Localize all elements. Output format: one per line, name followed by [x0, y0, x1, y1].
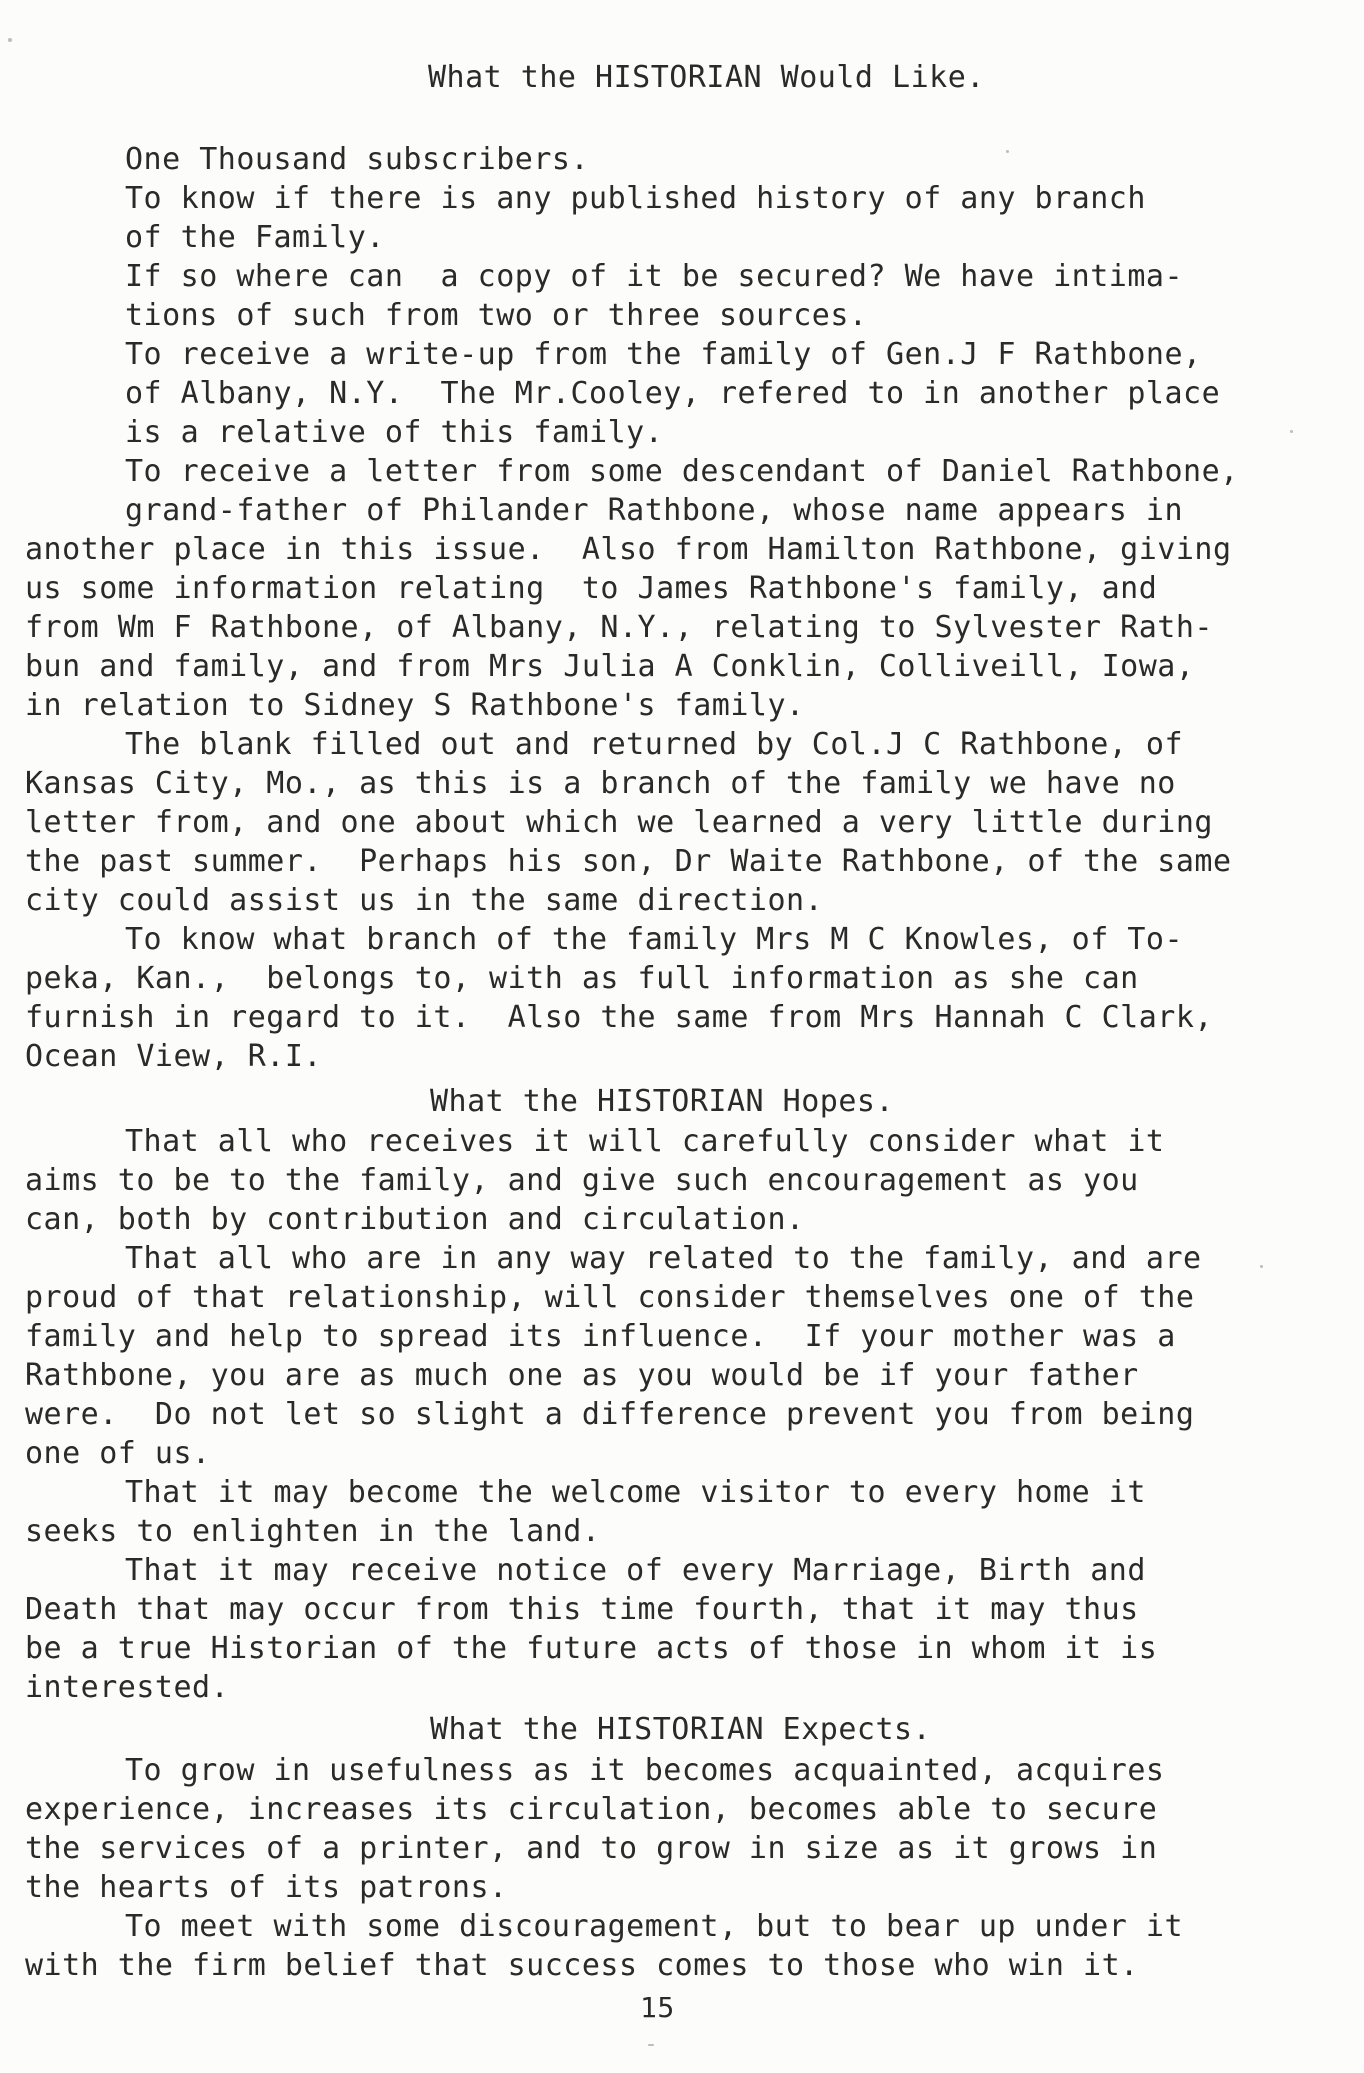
text-line: another place in this issue. Also from Hamilton Rathbone, giving	[25, 532, 1232, 567]
paper-speck	[1260, 1265, 1263, 1268]
text-line: family and help to spread its influence. If your mother was a	[25, 1319, 1176, 1354]
text-line: were. Do not let so slight a difference prevent you from being	[25, 1397, 1195, 1432]
text-line: with the firm belief that success comes to those who win it.	[25, 1948, 1139, 1983]
text-line: To know if there is any published history of any branch	[125, 181, 1146, 216]
text-line: seeks to enlighten in the land.	[25, 1514, 601, 1549]
text-line: the services of a printer, and to grow in size as it grows in	[25, 1831, 1158, 1866]
text-line: Rathbone, you are as much one as you would be if your father	[25, 1358, 1139, 1393]
text-line: To receive a write-up from the family of Gen.J F Rathbone,	[125, 337, 1202, 372]
heading-expects: What the HISTORIAN Expects.	[430, 1712, 932, 1747]
text-line: letter from, and one about which we learned a very little during	[25, 805, 1213, 840]
text-line: proud of that relationship, will consider themselves one of the	[25, 1280, 1195, 1315]
text-line: from Wm F Rathbone, of Albany, N.Y., relating to Sylvester Rath-	[25, 610, 1213, 645]
text-line: aims to be to the family, and give such encouragement as you	[25, 1163, 1139, 1198]
text-line: in relation to Sidney S Rathbone's family.	[25, 688, 805, 723]
paper-speck	[648, 2044, 654, 2046]
text-line: of the Family.	[125, 220, 385, 255]
text-line: Ocean View, R.I.	[25, 1039, 322, 1074]
text-line: The blank filled out and returned by Col.J C Rathbone, of	[125, 727, 1184, 762]
text-line: That all who receives it will carefully consider what it	[125, 1124, 1165, 1159]
text-line: Kansas City, Mo., as this is a branch of the family we have no	[25, 766, 1176, 801]
text-line: the past summer. Perhaps his son, Dr Waite Rathbone, of the same	[25, 844, 1232, 879]
text-line: interested.	[25, 1670, 230, 1705]
text-line: of Albany, N.Y. The Mr.Cooley, refered to in another place	[125, 376, 1221, 411]
text-line: To receive a letter from some descendant of Daniel Rathbone,	[125, 454, 1239, 489]
text-line: That all who are in any way related to the family, and are	[125, 1241, 1202, 1276]
text-line: city could assist us in the same direction.	[25, 883, 824, 918]
text-line: experience, increases its circulation, becomes able to secure	[25, 1792, 1158, 1827]
text-line: To know what branch of the family Mrs M C Knowles, of To-	[125, 922, 1184, 957]
heading-hopes: What the HISTORIAN Hopes.	[430, 1084, 895, 1119]
text-line: grand-father of Philander Rathbone, whose name appears in	[125, 493, 1184, 528]
text-line: To grow in usefulness as it becomes acquainted, acquires	[125, 1753, 1165, 1788]
text-line: Death that may occur from this time fourth, that it may thus	[25, 1592, 1139, 1627]
text-line: To meet with some discouragement, but to bear up under it	[125, 1909, 1184, 1944]
text-line: That it may receive notice of every Marriage, Birth and	[125, 1553, 1146, 1588]
paper-speck	[1006, 150, 1009, 153]
text-line: bun and family, and from Mrs Julia A Conklin, Colliveill, Iowa,	[25, 649, 1195, 684]
text-line: be a true Historian of the future acts of those in whom it is	[25, 1631, 1158, 1666]
text-line: the hearts of its patrons.	[25, 1870, 508, 1905]
page-number: 15	[640, 1991, 675, 2024]
text-line: us some information relating to James Rathbone's family, and	[25, 571, 1158, 606]
text-line: That it may become the welcome visitor to every home it	[125, 1475, 1146, 1510]
text-line: If so where can a copy of it be secured? We have intima-	[125, 259, 1184, 294]
paper-speck	[1290, 430, 1293, 433]
text-line: furnish in regard to it. Also the same from Mrs Hannah C Clark,	[25, 1000, 1213, 1035]
paper-speck	[8, 38, 12, 42]
text-line: One Thousand subscribers.	[125, 142, 590, 177]
text-line: is a relative of this family.	[125, 415, 664, 450]
text-line: tions of such from two or three sources.	[125, 298, 868, 333]
heading-would-like: What the HISTORIAN Would Like.	[428, 60, 985, 95]
text-line: one of us.	[25, 1436, 211, 1471]
text-line: peka, Kan., belongs to, with as full information as she can	[25, 961, 1139, 996]
text-line: can, both by contribution and circulation.	[25, 1202, 805, 1237]
